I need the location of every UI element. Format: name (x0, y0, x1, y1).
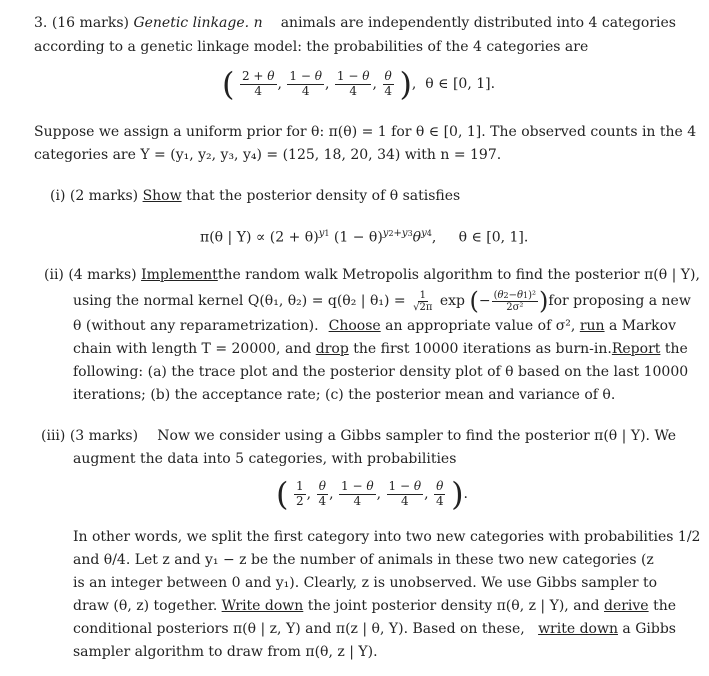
part-ii-label: (ii) (44, 267, 64, 283)
part-ii-line3: θ (without any reparametrization). Choose an appropriate value of σ², run a Markov (73, 318, 676, 334)
part-iii-para3: is an integer between 0 and y₁). Clearly, z is unobserved. We use Gibbs sampler to (73, 575, 658, 591)
theta-domain: θ ∈ [0, 1]. (425, 76, 496, 92)
part-ii-line1: (ii) (4 marks) Implement the random walk Metropolis algorithm to find the posterior π(θ | Y), (44, 267, 700, 283)
part-i-label: (i) (50, 188, 66, 204)
part-i-verb: Show (142, 188, 182, 204)
question-number: 3. (34, 15, 48, 31)
part-i-body: that the posterior density of θ satisfies (186, 188, 461, 204)
question-intro-line2: according to a genetic linkage model: the probabilities of the 4 categories are (34, 39, 589, 55)
augmented-vector: ( $\frac{1}{2}$ , $\frac{\theta}{4}$ , $\frac{1 - \theta}{4}$ , $\frac{1 - \theta}{4}$ , $\frac{\theta}{4}$ ). (276, 475, 468, 513)
question-intro: animals are independently distributed into 4 categories (280, 15, 676, 31)
part-iii-para5: conditional posteriors π(θ | z, Y) and π(z | θ, Y). Based on these, write down a Gibbs (73, 621, 676, 637)
prior-line2: categories are Y = (y₁, y₂, y₃, y₄) = (125, 18, 20, 34) with n = 197. (34, 147, 502, 163)
posterior-formula: π(θ | $Y) \propto (2 + \theta)^{y1}$ $(1 - \theta)^{y2+y3}\theta^{y4}$, θ ∈ [0, 1]. (200, 228, 529, 246)
question-header: 3. (16 marks) Genetic linkage. n animals are independently distributed into 4 categories (34, 15, 676, 31)
prior-line1: Suppose we assign a uniform prior for θ: π(θ) = 1 for θ ∈ [0, 1]. The observed counts in the 4 (34, 124, 697, 140)
part-ii-marks: (4 marks) (68, 267, 137, 283)
part-ii-line6: iterations; (b) the acceptance rate; (c) the posterior mean and variance of θ. (73, 387, 616, 403)
probability-vector: ( $\frac{2 + \theta}{4}$ , $\frac{1 - \theta}{4}$ , $\frac{1 - \theta}{4}$ , $\frac{\theta}{4}$ ), θ ∈ [0, 1]. (222, 65, 496, 103)
part-i-marks: (2 marks) (69, 188, 139, 204)
part-iii-para4: draw (θ, z) together. Write down the joint posterior density π(θ, z | Y), and derive the (73, 598, 676, 614)
part-ii-line2: using the normal kernel Q(θ₁, θ₂) = q(θ₂ | θ₁) = $\frac{1}{√2\pi}$ exp (− $\frac{\text{(θ2−θ1)²}}{\text{2σ²}}$ ) for proposing a new (73, 287, 691, 315)
part-iii-line1: (iii) (3 marks) Now we consider using a Gibbs sampler to find the posterior π(θ | Y). We (41, 428, 676, 444)
part-ii-line5: following: (a) the trace plot and the posterior density plot of θ based on the last 10000 (73, 364, 689, 380)
part-iii-para1: In other words, we split the first category into two new categories with probabilities 1/2 (73, 529, 701, 545)
question-title: Genetic linkage. (133, 15, 250, 31)
part-iii-marks: (3 marks) (69, 428, 139, 444)
part-iii-line2: augment the data into 5 categories, with probabilities (73, 451, 457, 467)
part-i-text (50, 186, 460, 206)
part-iii-para2: and θ/4. Let z and y₁ − z be the number of animals in these two new categories (z (73, 552, 654, 568)
part-iii-label: (iii) (41, 428, 66, 444)
question-marks: (16 marks) (51, 15, 129, 31)
part-ii-line4: chain with length T = 20000, and drop the first 10000 iterations as burn-in. Report the (73, 341, 688, 357)
part-iii-para6: sampler algorithm to draw from π(θ, z | Y). (73, 644, 378, 660)
